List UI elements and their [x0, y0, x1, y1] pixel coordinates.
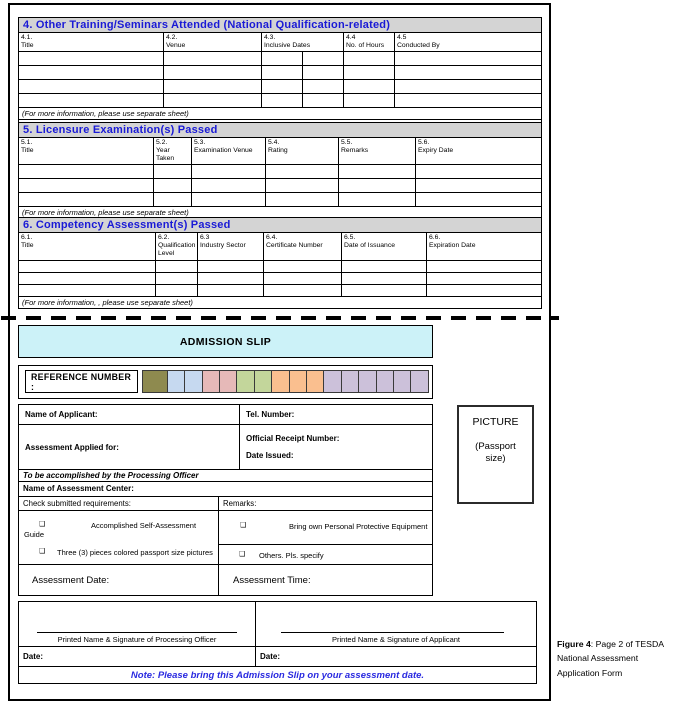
empty-data-cell [154, 193, 192, 207]
empty-data-cell [344, 52, 395, 66]
empty-data-cell [19, 66, 164, 80]
signature-line [37, 632, 237, 633]
empty-data-cell [416, 193, 542, 207]
column-header: 4.5 Conducted By [395, 33, 542, 52]
admission-slip-table [18, 404, 433, 596]
admission-slip-header [18, 325, 433, 358]
empty-data-cell [266, 179, 339, 193]
assessment-center-field: Name of Assessment Center: [23, 484, 134, 493]
figure-caption-rest: : Page 2 of TESDA [590, 639, 665, 649]
column-header: 5.4. Rating [266, 138, 339, 165]
section-6-title: 6. Competency Assessment(s) Passed [19, 218, 542, 233]
empty-data-cell [262, 80, 303, 94]
date-issued-field: Date Issued: [246, 451, 294, 460]
empty-data-cell [19, 165, 154, 179]
reference-digit-cell [306, 370, 324, 393]
reference-digit-cell [202, 370, 220, 393]
reference-digit-cell [184, 370, 202, 393]
remark-others-label: Others. Pls. specify [259, 551, 324, 560]
column-header: 6.6. Expiration Date [427, 233, 542, 261]
figure-caption-line2: National Assessment [557, 653, 639, 664]
reference-digit-cell [393, 370, 411, 393]
empty-data-cell [264, 273, 342, 285]
requirement-self-assessment-label: Accomplished Self-Assessment [91, 521, 197, 530]
empty-data-cell [262, 52, 303, 66]
empty-data-cell [339, 193, 416, 207]
requirement-pictures-label: Three (3) pieces colored passport size pictures [57, 548, 213, 557]
column-header: 4.2. Venue [164, 33, 262, 52]
empty-data-cell [164, 66, 262, 80]
column-header: 5.5. Remarks [339, 138, 416, 165]
signature-line [281, 632, 504, 633]
empty-data-cell [339, 165, 416, 179]
empty-data-cell [154, 179, 192, 193]
processing-officer-signature-label: Printed Name & Signature of Processing Officer [57, 635, 217, 644]
admission-slip-title: ADMISSION SLIP [179, 335, 272, 348]
column-header: 4.3. Inclusive Dates [262, 33, 344, 52]
empty-data-cell [303, 94, 344, 108]
empty-data-cell [156, 273, 198, 285]
column-header: 5.3. Examination Venue [192, 138, 266, 165]
admission-slip-note: Note: Please bring this Admission Slip on your assessment date. [19, 666, 536, 683]
empty-data-cell [416, 165, 542, 179]
empty-data-cell [395, 80, 542, 94]
reference-digit-cell [376, 370, 394, 393]
empty-data-cell [264, 285, 342, 297]
section-5-title: 5. Licensure Examination(s) Passed [19, 123, 542, 138]
reference-digit-cell [167, 370, 185, 393]
empty-data-cell [266, 193, 339, 207]
column-header: 5.6. Expiry Date [416, 138, 542, 165]
empty-data-cell [395, 66, 542, 80]
column-header: 6.1. Title [19, 233, 156, 261]
column-header: 6.3 Industry Sector [198, 233, 264, 261]
assessment-date-field: Assessment Date: [19, 565, 219, 595]
empty-data-cell [416, 179, 542, 193]
empty-data-cell [342, 273, 427, 285]
empty-data-cell [192, 179, 266, 193]
reference-digit-cell [236, 370, 254, 393]
figure-caption-number: Figure 4 [557, 639, 591, 649]
reference-digit-cell [219, 370, 237, 393]
reference-digit-cell [271, 370, 289, 393]
empty-data-cell [198, 273, 264, 285]
processing-officer-note: To be accomplished by the Processing Officer [23, 471, 199, 480]
empty-data-cell [19, 261, 156, 273]
reference-digit-cell [289, 370, 307, 393]
empty-data-cell [427, 261, 542, 273]
reference-digit-cell [323, 370, 341, 393]
remark-ppe-label: Bring own Personal Protective Equipment [289, 522, 428, 531]
passport-picture-box [457, 405, 534, 504]
assessment-time-field: Assessment Time: [233, 574, 311, 586]
empty-data-cell [344, 80, 395, 94]
empty-data-cell [154, 165, 192, 179]
empty-data-cell [156, 261, 198, 273]
empty-data-cell [342, 261, 427, 273]
section-6-footnote: (For more information, , please use separate sheet) [19, 297, 542, 309]
empty-data-cell [164, 94, 262, 108]
checkbox-icon[interactable]: ❑ [239, 551, 246, 558]
empty-data-cell [164, 80, 262, 94]
reference-number-label: REFERENCE NUMBER : [25, 370, 138, 393]
empty-data-cell [264, 261, 342, 273]
figure-caption [557, 637, 675, 680]
section-6-table [18, 217, 542, 309]
section-5-footnote: (For more information, please use separate sheet) [19, 207, 542, 219]
empty-data-cell [266, 165, 339, 179]
column-header: 6.5. Date of Issuance [342, 233, 427, 261]
check-requirements-label: Check submitted requirements: [19, 497, 219, 510]
applicant-signature-label: Printed Name & Signature of Applicant [332, 635, 460, 644]
column-header: 5.2. Year Taken [154, 138, 192, 165]
empty-data-cell [164, 52, 262, 66]
empty-data-cell [303, 66, 344, 80]
picture-box-title: PICTURE [472, 416, 519, 428]
date-field-applicant: Date: [260, 652, 281, 661]
empty-data-cell [303, 52, 344, 66]
assessment-applied-for-field: Assessment Applied for: [19, 425, 240, 469]
empty-data-cell [427, 273, 542, 285]
empty-data-cell [19, 52, 164, 66]
date-field-officer: Date: [19, 647, 256, 666]
official-receipt-number-field: Official Receipt Number: [246, 434, 340, 443]
empty-data-cell [342, 285, 427, 297]
column-header: 5.1. Title [19, 138, 154, 165]
section-4-title: 4. Other Training/Seminars Attended (National Qualification-related) [19, 18, 542, 33]
reference-digit-cell [341, 370, 359, 393]
column-header: 6.2. Qualification Level [156, 233, 198, 261]
empty-data-cell [19, 179, 154, 193]
figure-caption-line3: Application Form [557, 667, 623, 678]
reference-number-box [18, 365, 433, 399]
reference-digit-cell [254, 370, 272, 393]
applicant-signature-area [256, 602, 536, 646]
empty-data-cell [339, 179, 416, 193]
reference-digit-cell [358, 370, 376, 393]
empty-data-cell [344, 94, 395, 108]
column-header: 4.4 No. of Hours [344, 33, 395, 52]
requirement-self-assessment-label-wrap: Guide [24, 530, 45, 539]
empty-data-cell [395, 52, 542, 66]
empty-data-cell [303, 80, 344, 94]
processing-officer-signature-area [19, 602, 256, 646]
tel-number-field: Tel. Number: [246, 410, 295, 419]
remark-others-cell [219, 545, 432, 564]
section-5-table [18, 122, 542, 226]
signature-block [18, 601, 537, 684]
checkbox-icon[interactable]: ❑ [39, 521, 46, 528]
empty-data-cell [19, 285, 156, 297]
empty-data-cell [198, 285, 264, 297]
picture-box-subtitle: (Passport size) [475, 441, 516, 464]
empty-data-cell [156, 285, 198, 297]
reference-digit-cell [142, 370, 168, 393]
name-of-applicant-field: Name of Applicant: [19, 405, 240, 424]
checkbox-icon[interactable]: ❑ [240, 522, 247, 529]
empty-data-cell [395, 94, 542, 108]
empty-data-cell [19, 273, 156, 285]
reference-digit-cell [410, 370, 428, 393]
remarks-label: Remarks: [223, 499, 257, 508]
empty-data-cell [19, 94, 164, 108]
section-4-table [18, 17, 542, 127]
empty-data-cell [262, 94, 303, 108]
column-header: 4.1. Title [19, 33, 164, 52]
reference-cells [142, 370, 429, 393]
empty-data-cell [344, 66, 395, 80]
empty-data-cell [198, 261, 264, 273]
empty-data-cell [427, 285, 542, 297]
column-header: 6.4. Certificate Number [264, 233, 342, 261]
checkbox-icon[interactable]: ❑ [39, 548, 46, 555]
empty-data-cell [262, 66, 303, 80]
empty-data-cell [192, 193, 266, 207]
empty-data-cell [19, 80, 164, 94]
cut-here-dashed-line [1, 316, 559, 320]
empty-data-cell [192, 165, 266, 179]
empty-data-cell [19, 193, 154, 207]
section-4-footnote: (For more information, please use separate sheet) [19, 108, 542, 120]
remark-ppe-cell [219, 511, 432, 545]
